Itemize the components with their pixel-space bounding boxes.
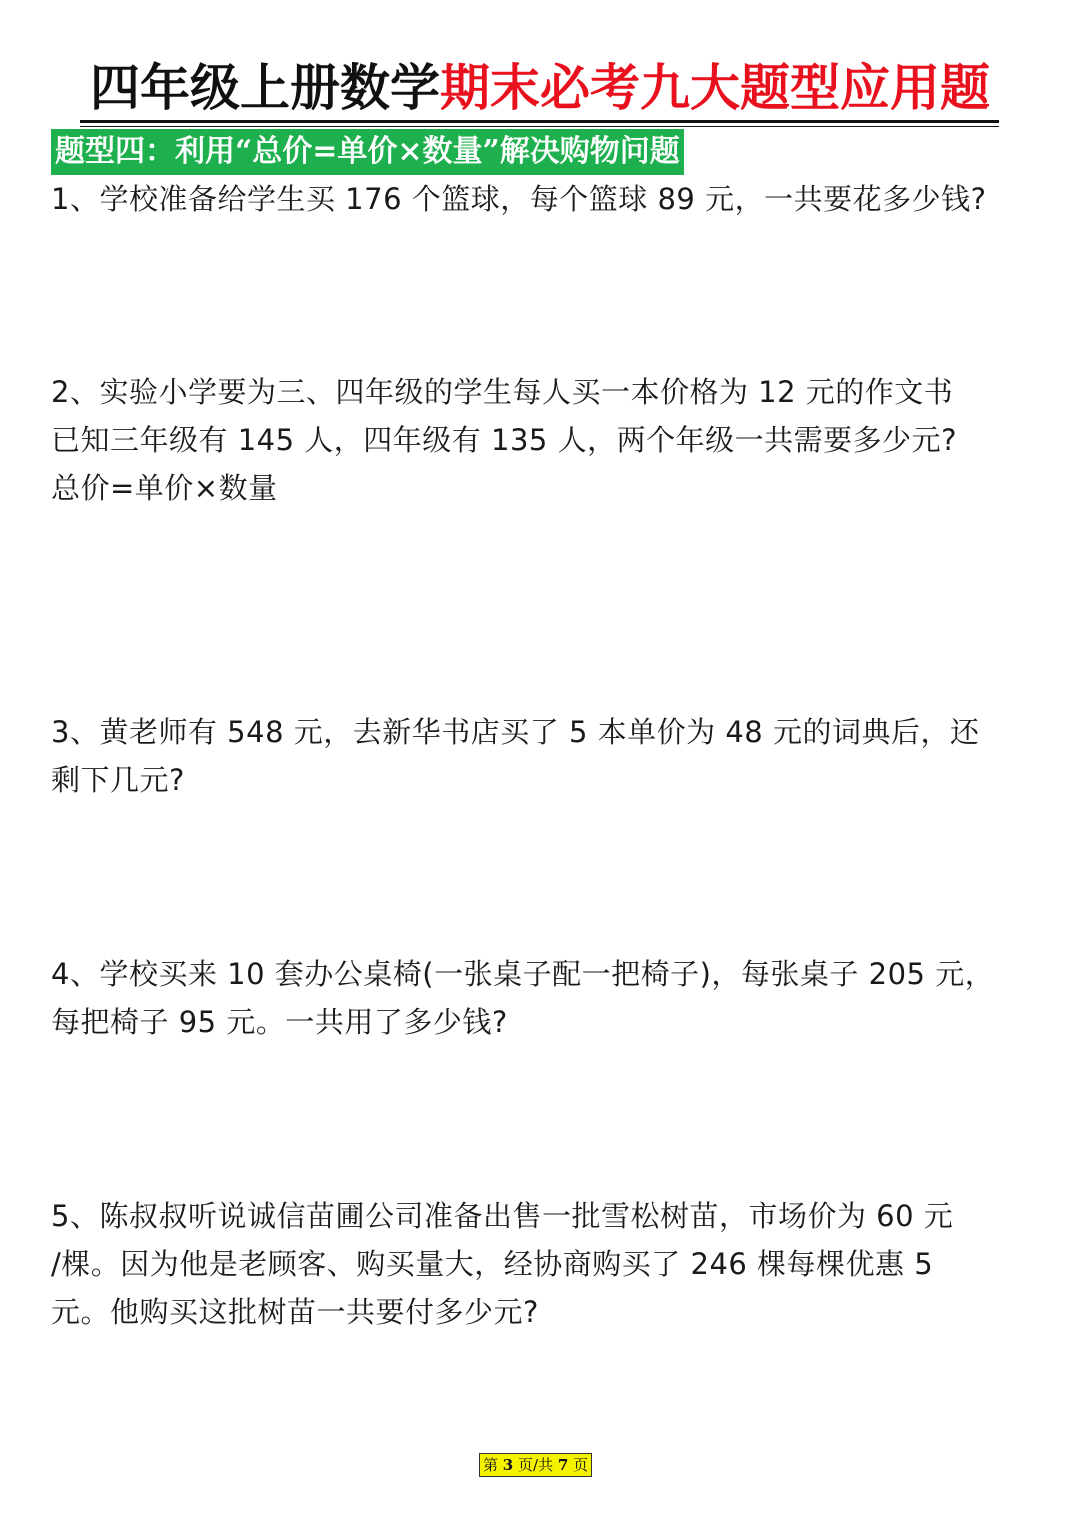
question-2-line-1: 2、实验小学要为三、四年级的学生每人买一本价格为 12 元的作文书 — [51, 375, 954, 409]
page-title — [0, 56, 1080, 120]
question-4 — [51, 950, 1041, 1046]
question-4-line-2: 每把椅子 95 元。一共用了多少钱? — [51, 1005, 508, 1039]
footer-middle: 页/共 — [518, 1456, 554, 1474]
footer-prefix: 第 — [483, 1456, 499, 1474]
page-number-footer — [479, 1453, 592, 1477]
title-black-part: 四年级上册数学 — [90, 58, 440, 117]
question-3-line-1: 3、黄老师有 548 元，去新华书店买了 5 本单价为 48 元的词典后，还 — [51, 715, 980, 749]
question-4-line-1: 4、学校买来 10 套办公桌椅(一张桌子配一把椅子)，每张桌子 205 元， — [51, 957, 995, 991]
question-5-line-3: 元。他购买这批树苗一共要付多少元? — [51, 1295, 539, 1329]
section-heading: 题型四：利用“总价=单价×数量”解决购物问题 — [51, 129, 684, 175]
footer-current-page: 3 — [502, 1456, 514, 1474]
question-3 — [51, 708, 1041, 804]
question-1 — [51, 175, 1041, 223]
question-2-line-2: 已知三年级有 145 人，四年级有 135 人，两个年级一共需要多少元? — [51, 423, 957, 457]
question-2-line-3: 总价=单价×数量 — [51, 471, 278, 505]
question-5-line-1: 5、陈叔叔听说诚信苗圃公司准备出售一批雪松树苗，市场价为 60 元 — [51, 1199, 954, 1233]
title-red-part: 期末必考九大题型应用题 — [440, 58, 990, 117]
footer-total-pages: 7 — [557, 1456, 569, 1474]
question-5-line-2: /棵。因为他是老顾客、购买量大，经协商购买了 246 棵每棵优惠 5 — [51, 1247, 934, 1281]
title-underline-thick — [80, 120, 999, 123]
question-2 — [51, 368, 1041, 512]
question-1-line-1: 1、学校准备给学生买 176 个篮球，每个篮球 89 元，一共要花多少钱? — [51, 182, 987, 216]
question-3-line-2: 剩下几元? — [51, 763, 185, 797]
question-5 — [51, 1192, 1041, 1336]
title-underline-thin — [80, 126, 999, 127]
footer-suffix: 页 — [573, 1456, 589, 1474]
